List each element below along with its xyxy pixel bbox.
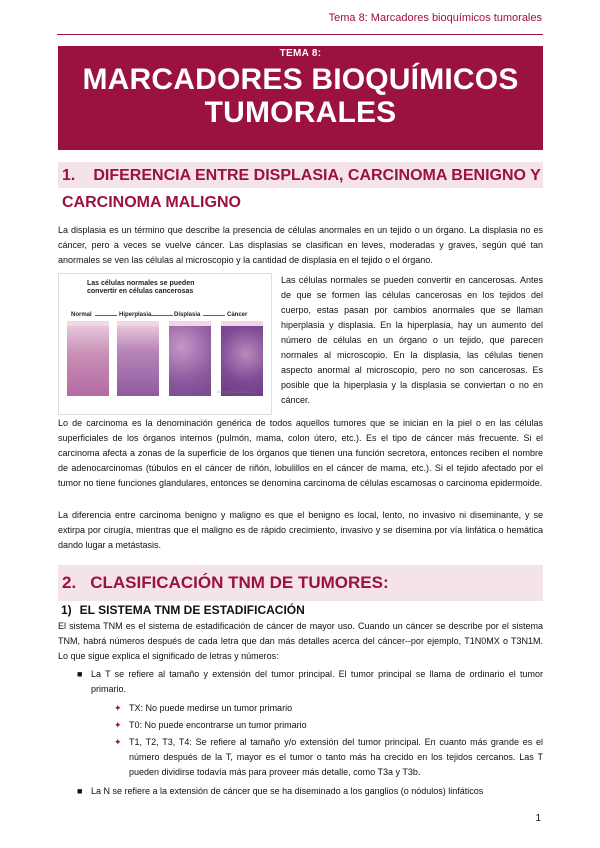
page-number: 1 (535, 813, 541, 824)
running-header: Tema 8: Marcadores bioquímicos tumorales (328, 12, 542, 24)
tnm-bullet-list (58, 667, 543, 799)
figure-label-cancer: Cáncer (227, 312, 248, 318)
cell-change-figure (58, 273, 272, 415)
subbullet-text-t0: T0: No puede encontrarse un tumor primario (129, 720, 307, 730)
list-item (58, 735, 543, 780)
topic-kicker: TEMA 8: (279, 48, 322, 59)
section2-number: 2. (62, 573, 77, 592)
figure-label-displasia: Displasia (174, 312, 201, 318)
bullet-icon: ■ (77, 669, 83, 679)
subsection-number: 1) (61, 603, 72, 617)
section1-paragraph-3: Lo de carcinoma es la denominación genérica de todos aquellos tumores que se inician en la piel o en las células superficiales de los órganos internos (pulmón, mama, colon útero, etc.). Es el tipo de cáncer más frecuente. Si el carcinoma afecta a zonas de la superficie de los órganos que tienen una función secretora, entonces reciben el nombre de adenocarcinomas (túbulos en el cáncer de riñón, lobulillos en el cáncer de mama, etc.). Si el tejido afectado por el tumor no tiene funciones glandulares, entonces se denomina carcinoma de células escamosas o carcinoma epidermoide. (58, 418, 543, 488)
subsection-title: EL SISTEMA TNM DE ESTADIFICACIÓN (79, 603, 305, 617)
tissue-hiperplasia-image (117, 321, 159, 396)
tissue-cancer-image (221, 321, 263, 396)
section1-paragraph-1: La displasia es un término que describe la presencia de células anormales en un tejido o un órgano. La displasia no es cáncer, pero a veces se vuelve cáncer. Las displasias se clasifican en leves, moderadas y graves, según qué tan anormales se ven las células al microscopio y la cantidad de displasia en el tejido o el órgano. (58, 225, 543, 265)
star-bullet-icon: ✦ (114, 737, 122, 747)
section2-heading (62, 569, 389, 596)
bullet-text-t: La T se refiere al tamaño y extensión del tumor principal. El tumor principal se llama de ordinario el tumor primario. (91, 669, 543, 694)
section2-paragraph-1: El sistema TNM es el sistema de estadificación de cáncer de mayor uso. Cuando un cáncer se describe por el sistema TNM, habrá números después de cada letra que dan más detalles acerca del cáncer--por ejemplo, T1N0MX o T3N1M. Lo que sigue explica el significado de letras y números: (58, 621, 543, 661)
page-title (58, 63, 543, 129)
subbullet-text-tx: TX: No puede medirse un tumor primario (129, 703, 293, 713)
section1-paragraph-2: Las células normales se pueden convertir en cancerosas. Antes de que se formen las células cancerosas en los tejidos del cuerpo, estas pasan por cambios anormales que se llaman hiperplasia y displasia. En la hiperplasia, hay un aumento del número de células en un órgano o un tejido, que parecen normales al microscopio. En la displasia, las células tienen aspecto anormal al microscopio, pero no son cancerosas. Es posible que la hiperplasia y la displasia se conviertan o no en cáncer. (281, 275, 543, 405)
tissue-displasia-image (169, 321, 211, 396)
subsection-heading (61, 603, 305, 617)
list-item (58, 718, 543, 733)
figure-caption: Las células normales se pueden convertir en células cancerosas (87, 280, 195, 295)
star-bullet-icon: ✦ (114, 703, 122, 713)
figure-arrow (95, 315, 117, 316)
figure-credit: © 2014 Terese Winslow LLC (217, 390, 255, 394)
list-item (58, 701, 543, 716)
title-banner (58, 46, 543, 150)
section2-title: CLASIFICACIÓN TNM DE TUMORES: (90, 573, 389, 592)
bullet-icon: ■ (77, 786, 83, 796)
figure-label-hiperplasia: Hiperplasia (119, 312, 152, 318)
section1-heading (62, 162, 542, 216)
bullet-text-n: La N se refiere a la extensión de cáncer que se ha diseminado a los ganglios (o nódulos) linfáticos (91, 786, 484, 796)
figure-label-normal: Normal (71, 312, 92, 318)
section1-number: 1. (62, 167, 76, 184)
section1-paragraph-4: La diferencia entre carcinoma benigno y maligno es que el benigno es local, lento, no invasivo ni diseminante, y se extirpa por cirugía, mientras que el maligno es de rápido crecimiento, invasivo y se disemina por vía linfática o hemática dando lugar a metástasis. (58, 510, 543, 550)
header-rule (57, 34, 543, 35)
tissue-normal-image (67, 321, 109, 396)
subbullet-text-t1-t4: T1, T2, T3, T4: Se refiere al tamaño y/o extensión del tumor principal. En cuanto más grande es el número después de la T, mayor es el tumor o tanto más ha crecido en los tejidos cercanos. Las T pueden dividirse todavía más para proveer más detalle, como T3a y T3b. (129, 737, 543, 777)
list-item (58, 667, 543, 697)
star-bullet-icon: ✦ (114, 720, 122, 730)
figure-arrow (151, 315, 173, 316)
page-title-line1: MARCADORES BIOQUÍMICOS (82, 63, 519, 96)
figure-arrow (203, 315, 225, 316)
list-item (58, 784, 543, 799)
section1-title: DIFERENCIA ENTRE DISPLASIA, CARCINOMA BENIGNO Y CARCINOMA MALIGNO (62, 167, 541, 211)
page-title-line2: TUMORALES (204, 96, 397, 129)
